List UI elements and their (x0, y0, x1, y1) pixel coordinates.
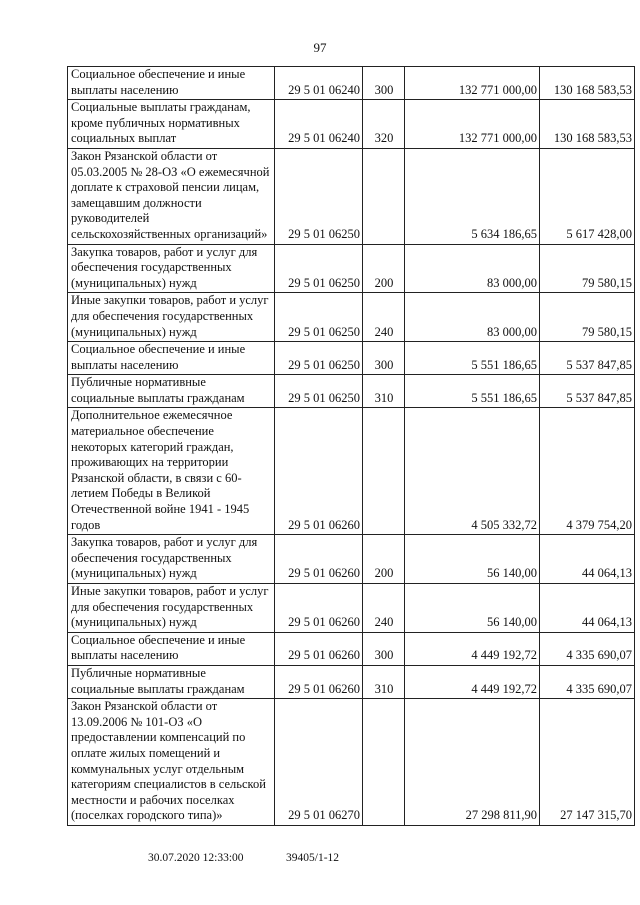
row-code-cell: 29 5 01 06250 (275, 375, 363, 408)
table-row (68, 342, 635, 375)
row-executed-amount-cell: 79 580,15 (540, 293, 635, 342)
budget-table-body (68, 67, 635, 826)
table-row (68, 632, 635, 665)
row-code-cell: 29 5 01 06260 (275, 408, 363, 535)
table-row (68, 100, 635, 149)
footer-timestamp: 30.07.2020 12:33:00 (148, 852, 244, 864)
row-name-cell: Дополнительное ежемесячное материальное обеспечение некоторых категорий граждан, проживающих на территории Рязанской области, в связи с 60-летием Победы в Великой Отечественной войне 1941 - 1945 годов (68, 408, 275, 535)
row-code-cell: 29 5 01 06250 (275, 293, 363, 342)
row-expense-kind-cell: 240 (363, 584, 405, 633)
row-code-cell: 29 5 01 06250 (275, 148, 363, 244)
row-executed-amount-cell: 5 617 428,00 (540, 148, 635, 244)
row-planned-amount-cell: 5 551 186,65 (405, 375, 540, 408)
row-name-cell: Закон Рязанской области от 05.03.2005 № 28-ОЗ «О ежемесячной доплате к страховой пенсии лицам, замещавшим должности руководителей сельскохозяйственных организаций» (68, 148, 275, 244)
row-name-cell: Иные закупки товаров, работ и услуг для обеспечения государственных (муниципальных) нужд (68, 293, 275, 342)
table-row (68, 293, 635, 342)
row-executed-amount-cell: 4 379 754,20 (540, 408, 635, 535)
row-expense-kind-cell: 200 (363, 535, 405, 584)
row-name-cell: Закупка товаров, работ и услуг для обеспечения государственных (муниципальных) нужд (68, 535, 275, 584)
table-row (68, 535, 635, 584)
table-row (68, 699, 635, 826)
row-expense-kind-cell: 310 (363, 665, 405, 698)
row-code-cell: 29 5 01 06240 (275, 67, 363, 100)
row-code-cell: 29 5 01 06250 (275, 244, 363, 293)
row-code-cell: 29 5 01 06260 (275, 584, 363, 633)
row-code-cell: 29 5 01 06270 (275, 699, 363, 826)
row-name-cell: Социальные выплаты гражданам, кроме публичных нормативных социальных выплат (68, 100, 275, 149)
row-expense-kind-cell: 300 (363, 342, 405, 375)
row-planned-amount-cell: 27 298 811,90 (405, 699, 540, 826)
row-executed-amount-cell: 5 537 847,85 (540, 375, 635, 408)
row-code-cell: 29 5 01 06260 (275, 632, 363, 665)
row-planned-amount-cell: 4 505 332,72 (405, 408, 540, 535)
row-expense-kind-cell: 310 (363, 375, 405, 408)
row-expense-kind-cell (363, 148, 405, 244)
table-row (68, 375, 635, 408)
row-code-cell: 29 5 01 06240 (275, 100, 363, 149)
row-planned-amount-cell: 56 140,00 (405, 535, 540, 584)
row-planned-amount-cell: 5 634 186,65 (405, 148, 540, 244)
row-name-cell: Публичные нормативные социальные выплаты гражданам (68, 375, 275, 408)
row-expense-kind-cell: 300 (363, 632, 405, 665)
row-planned-amount-cell: 5 551 186,65 (405, 342, 540, 375)
row-name-cell: Социальное обеспечение и иные выплаты населению (68, 342, 275, 375)
row-executed-amount-cell: 79 580,15 (540, 244, 635, 293)
row-name-cell: Социальное обеспечение и иные выплаты населению (68, 632, 275, 665)
row-name-cell: Иные закупки товаров, работ и услуг для обеспечения государственных (муниципальных) нужд (68, 584, 275, 633)
row-planned-amount-cell: 132 771 000,00 (405, 67, 540, 100)
row-expense-kind-cell: 200 (363, 244, 405, 293)
row-executed-amount-cell: 130 168 583,53 (540, 100, 635, 149)
table-row (68, 67, 635, 100)
row-executed-amount-cell: 27 147 315,70 (540, 699, 635, 826)
budget-table (67, 66, 635, 826)
row-expense-kind-cell: 320 (363, 100, 405, 149)
row-planned-amount-cell: 132 771 000,00 (405, 100, 540, 149)
row-executed-amount-cell: 44 064,13 (540, 535, 635, 584)
table-row (68, 148, 635, 244)
row-code-cell: 29 5 01 06250 (275, 342, 363, 375)
row-expense-kind-cell (363, 408, 405, 535)
row-executed-amount-cell: 130 168 583,53 (540, 67, 635, 100)
table-row (68, 584, 635, 633)
row-planned-amount-cell: 56 140,00 (405, 584, 540, 633)
row-planned-amount-cell: 4 449 192,72 (405, 665, 540, 698)
table-row (68, 408, 635, 535)
row-name-cell: Публичные нормативные социальные выплаты гражданам (68, 665, 275, 698)
page-number: 97 (313, 40, 327, 55)
row-planned-amount-cell: 83 000,00 (405, 293, 540, 342)
row-planned-amount-cell: 83 000,00 (405, 244, 540, 293)
row-expense-kind-cell: 240 (363, 293, 405, 342)
row-expense-kind-cell: 300 (363, 67, 405, 100)
footer-document-ref: 39405/1-12 (286, 852, 340, 864)
table-row (68, 665, 635, 698)
row-code-cell: 29 5 01 06260 (275, 535, 363, 584)
row-executed-amount-cell: 4 335 690,07 (540, 665, 635, 698)
row-code-cell: 29 5 01 06260 (275, 665, 363, 698)
row-executed-amount-cell: 4 335 690,07 (540, 632, 635, 665)
row-name-cell: Социальное обеспечение и иные выплаты населению (68, 67, 275, 100)
row-expense-kind-cell (363, 699, 405, 826)
row-executed-amount-cell: 44 064,13 (540, 584, 635, 633)
row-executed-amount-cell: 5 537 847,85 (540, 342, 635, 375)
row-name-cell: Закон Рязанской области от 13.09.2006 № 101-ОЗ «О предоставлении компенсаций по оплате жилых помещений и коммунальных услуг отдельным категориям специалистов в сельской местности и рабочих поселках (поселках городского типа)» (68, 699, 275, 826)
row-planned-amount-cell: 4 449 192,72 (405, 632, 540, 665)
row-name-cell: Закупка товаров, работ и услуг для обеспечения государственных (муниципальных) нужд (68, 244, 275, 293)
table-row (68, 244, 635, 293)
